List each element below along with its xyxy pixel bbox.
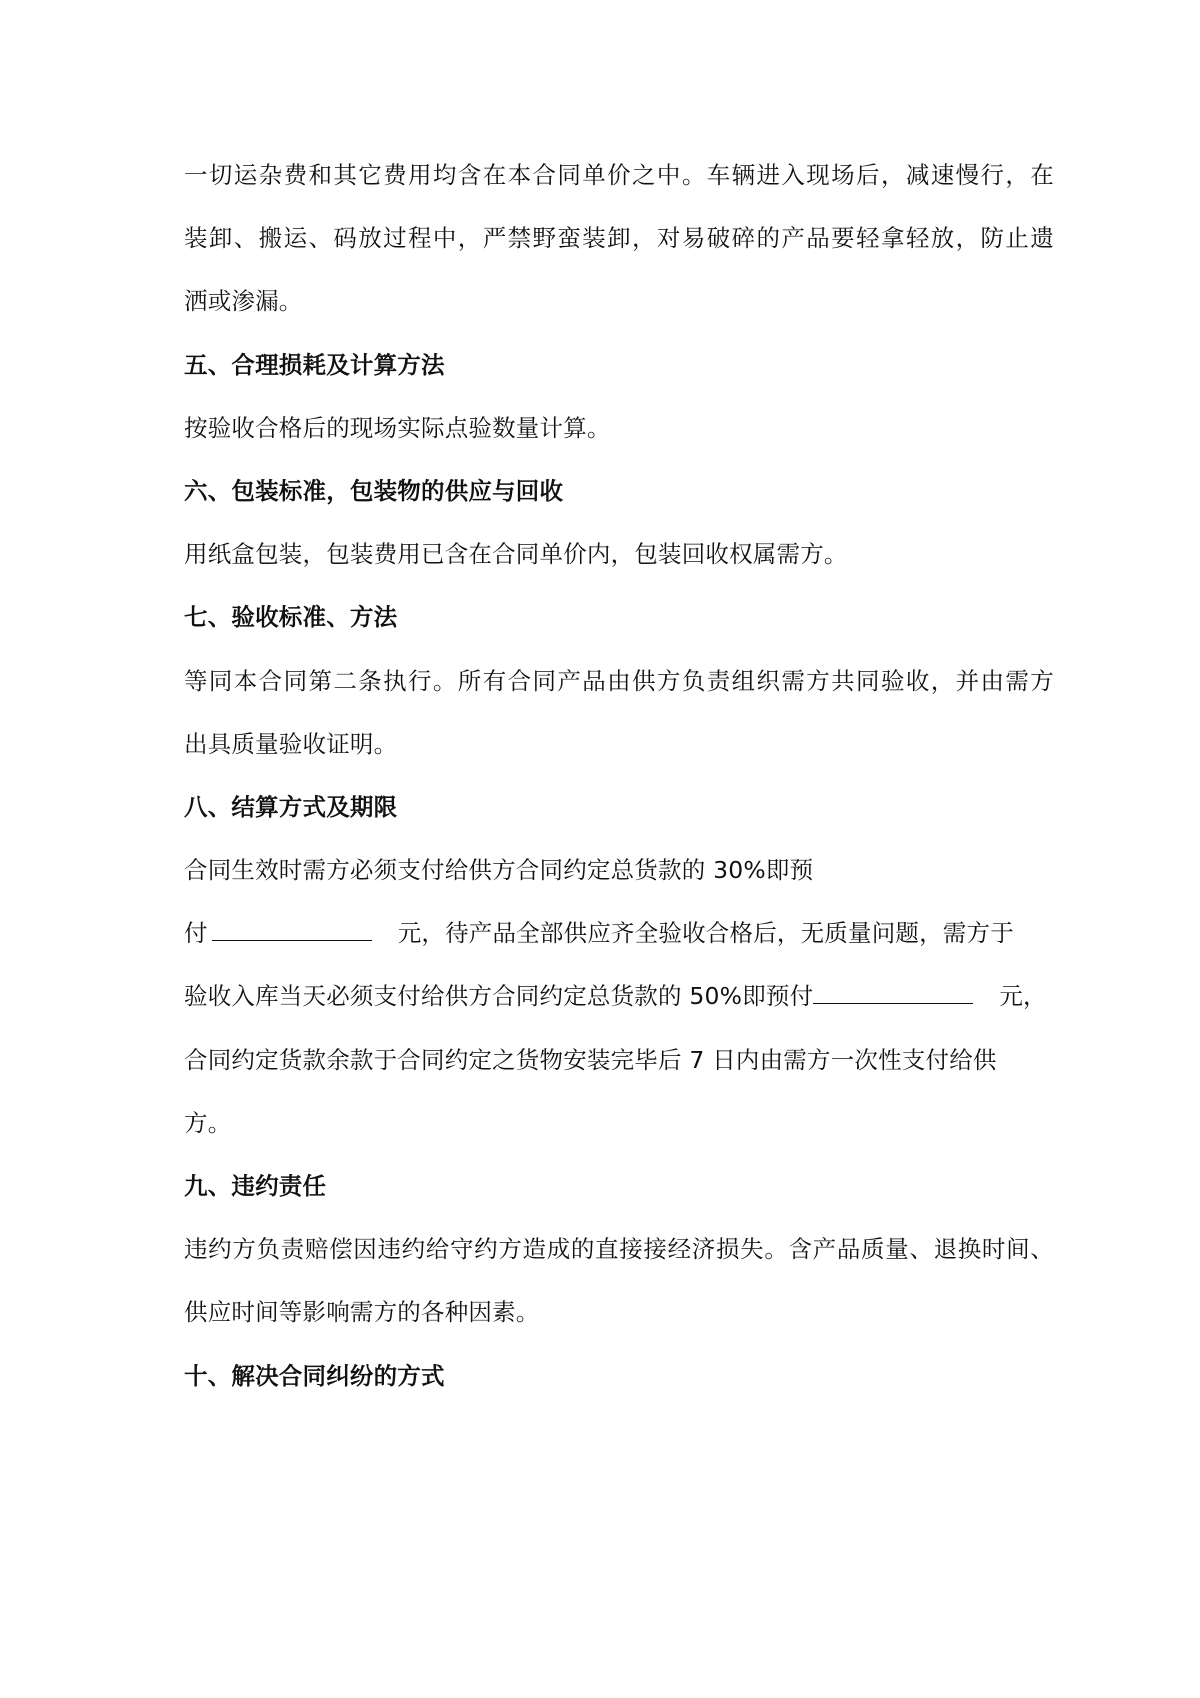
- clause-7-text-line-2: 出具质量验收证明。: [184, 730, 398, 758]
- clause-5-text: 按验收合格后的现场实际点验数量计算。: [184, 414, 611, 442]
- clause-7-heading: 七、验收标准、方法: [184, 603, 398, 631]
- clause-8-line-3-text: 验收入库当天必须支付给供方合同约定总货款的 50%即预付: [184, 982, 814, 1010]
- clause-9-heading: 九、违约责任: [184, 1172, 327, 1200]
- clause-9-text-line-2: 供应时间等影响需方的各种因素。: [184, 1298, 540, 1326]
- clause-8-text-line-5: 方。: [184, 1109, 232, 1137]
- clause-4-text-line-3: 洒或渗漏。: [184, 287, 303, 315]
- clause-8-text-line-2: [184, 918, 1054, 948]
- clause-4-text-line-2: 装卸、搬运、码放过程中，严禁野蛮装卸，对易破碎的产品要轻拿轻放，防止遗: [184, 224, 1054, 252]
- clause-8-text-line-1: 合同生效时需方必须支付给供方合同约定总货款的 30%即预: [184, 856, 814, 884]
- prepay-amount-blank-1: [212, 918, 372, 941]
- clause-8-heading: 八、结算方式及期限: [184, 793, 398, 821]
- clause-8-line-3-suffix: 元，: [999, 982, 1047, 1010]
- clause-6-heading: 六、包装标准，包装物的供应与回收: [184, 477, 564, 505]
- clause-6-text: 用纸盒包装，包装费用已含在合同单价内，包装回收权属需方。: [184, 540, 848, 568]
- clause-9-text-line-1: 违约方负责赔偿因违约给守约方造成的直接接经济损失。含产品质量、退换时间、: [184, 1235, 1054, 1263]
- clause-5-heading: 五、合理损耗及计算方法: [184, 351, 445, 379]
- clause-4-text-line-1: 一切运杂费和其它费用均含在本合同单价之中。车辆进入现场后，减速慢行，在: [184, 161, 1054, 189]
- clause-8-text-line-4: 合同约定货款余款于合同约定之货物安装完毕后 7 日内由需方一次性支付给供: [184, 1046, 997, 1074]
- prepay-amount-blank-2: [813, 981, 973, 1004]
- clause-8-prepay-prefix: 付: [184, 919, 208, 947]
- clause-8-text-line-3: [184, 981, 1054, 1011]
- clause-8-line-2-rest: 元，待产品全部供应齐全验收合格后，无质量问题，需方于: [397, 919, 1014, 947]
- clause-10-heading: 十、解决合同纠纷的方式: [184, 1362, 445, 1390]
- clause-7-text-line-1: 等同本合同第二条执行。所有合同产品由供方负责组织需方共同验收，并由需方: [184, 667, 1054, 695]
